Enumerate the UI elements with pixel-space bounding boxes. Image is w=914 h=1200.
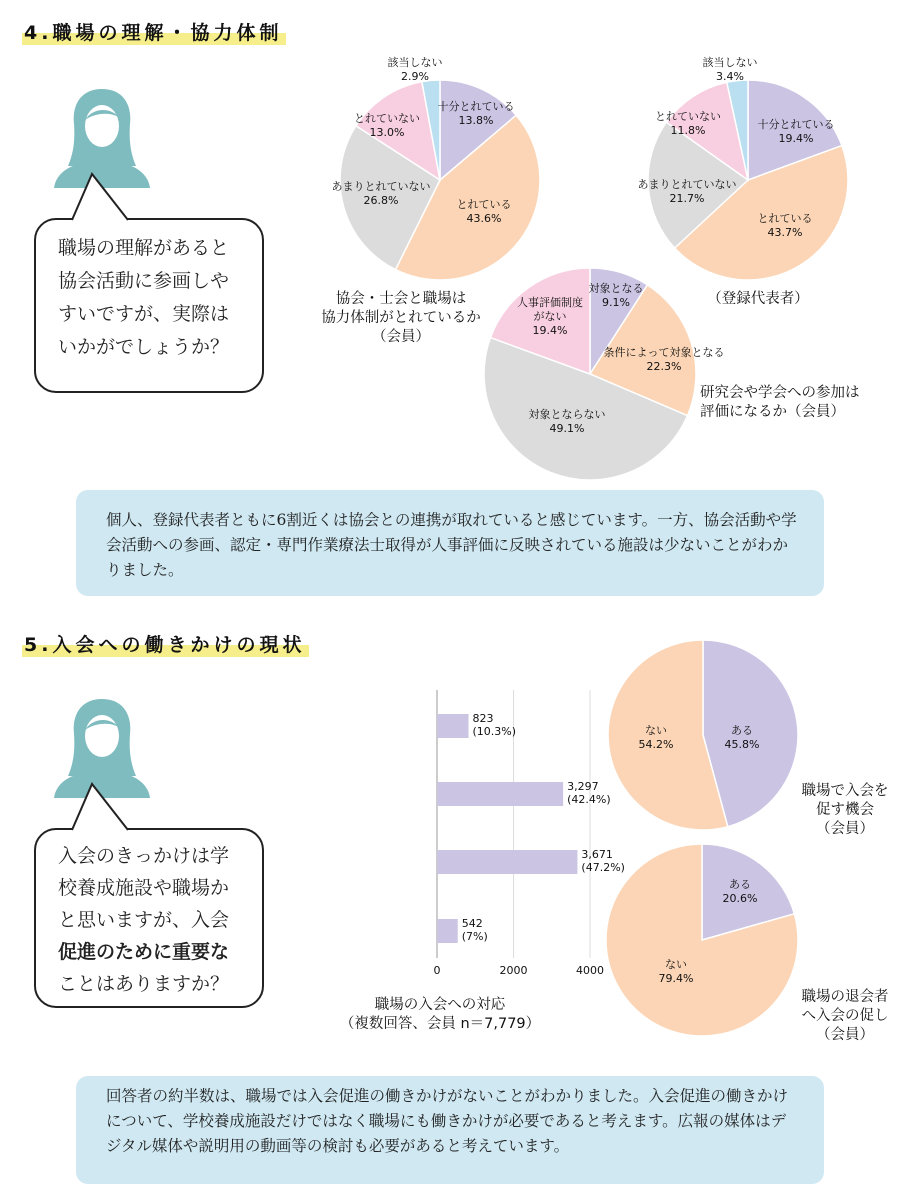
bar-x-tick: 2000	[499, 964, 528, 977]
bar-chart-caption: 職場の入会への対応 （複数回答、会員 n＝7,779）	[339, 997, 541, 1032]
pie-label: 対象とならない 49.1%	[528, 408, 606, 435]
pie-label: とれている 43.7%	[757, 212, 813, 239]
bubble-line: ことはありますか？	[58, 973, 230, 995]
bar-value-label: 3,671 (47.2%)	[581, 848, 625, 874]
bubble-line: 校養成施設や職場か	[58, 877, 230, 899]
pie-chart-retired-encouragement	[606, 844, 798, 1036]
bubble-line: いかがでしょうか？	[58, 336, 230, 358]
bubble-line: 促進のために重要な	[58, 941, 230, 963]
bubble-line: 入会のきっかけは学	[58, 845, 230, 867]
summary-note-5: 回答者の約半数は、職場では入会促進の働きかけがないことがわかりました。入会促進の働きかけについて、学校養成施設だけではなく職場にも働きかけが必要であると考えます。広報の媒体はデジタル媒体や説明用の動画等の検討も必要があると考えています。	[76, 1076, 824, 1184]
pie-label: とれていない 13.0%	[354, 112, 420, 139]
bubble-line: すいですが、実際は	[58, 303, 230, 325]
bar	[437, 850, 577, 874]
pie-label: 該当しない 3.4%	[702, 56, 758, 83]
pie-label: ある 20.6%	[722, 878, 758, 905]
bubble-line: と思いますが、入会	[58, 909, 230, 931]
pie-label: あまりとれていない 26.8%	[331, 180, 431, 207]
bubble-line: 職場の理解があると	[58, 237, 230, 259]
summary-note-4: 個人、登録代表者ともに6割近くは協会との連携が取れていると感じています。一方、協会活動や学会活動への参画、認定・専門作業療法士取得が人事評価に反映されている施設は少ないことがわかりました。	[76, 490, 824, 596]
bar	[437, 782, 563, 806]
pie-label: 十分とれている 13.8%	[437, 100, 515, 127]
pie-label: 該当しない 2.9%	[387, 56, 443, 83]
pie-label: ある 45.8%	[724, 724, 760, 751]
section4-title: 4.職場の理解・協力体制	[22, 18, 286, 45]
pie-caption-member: 協会・士会と職場は 協力体制がとれているか （会員）	[321, 291, 481, 345]
pie-chart-join-opportunity	[608, 640, 798, 830]
bar-value-label: 3,297 (42.4%)	[567, 780, 611, 806]
section5-title: 5.入会への働きかけの現状	[22, 630, 309, 657]
pie-caption-retired: 職場の退会者 へ入会の促し （会員）	[801, 989, 889, 1043]
pie-label: 人事評価制度 がない 19.4%	[517, 296, 583, 337]
pie-caption-opportunity: 職場で入会を 促す機会 （会員）	[801, 783, 889, 837]
pie-label: 条件によって対象となる 22.3%	[603, 346, 725, 373]
bar-value-label: 823 (10.3%)	[472, 712, 516, 738]
bar	[437, 714, 468, 738]
pie-label: ない 54.2%	[638, 724, 674, 751]
pie-label: とれていない 11.8%	[655, 110, 721, 137]
pie-label: あまりとれていない 21.7%	[637, 178, 737, 205]
pie-label: ない 79.4%	[658, 958, 694, 985]
pie-label: 十分とれている 19.4%	[757, 118, 835, 145]
pie-label: とれている 43.6%	[456, 198, 512, 225]
bar-value-label: 542 (7%)	[461, 917, 488, 943]
bubble-line: 協会活動に参画しや	[58, 270, 230, 292]
pie-label: 対象となる 9.1%	[588, 282, 644, 309]
pie-caption-evaluation: 研究会や学会への参加は 評価になるか（会員）	[700, 385, 860, 420]
bar-x-tick: 0	[433, 964, 441, 977]
bar	[437, 919, 458, 943]
pie-caption-representative: （登録代表者）	[707, 291, 809, 307]
bar-x-tick: 4000	[576, 964, 604, 977]
